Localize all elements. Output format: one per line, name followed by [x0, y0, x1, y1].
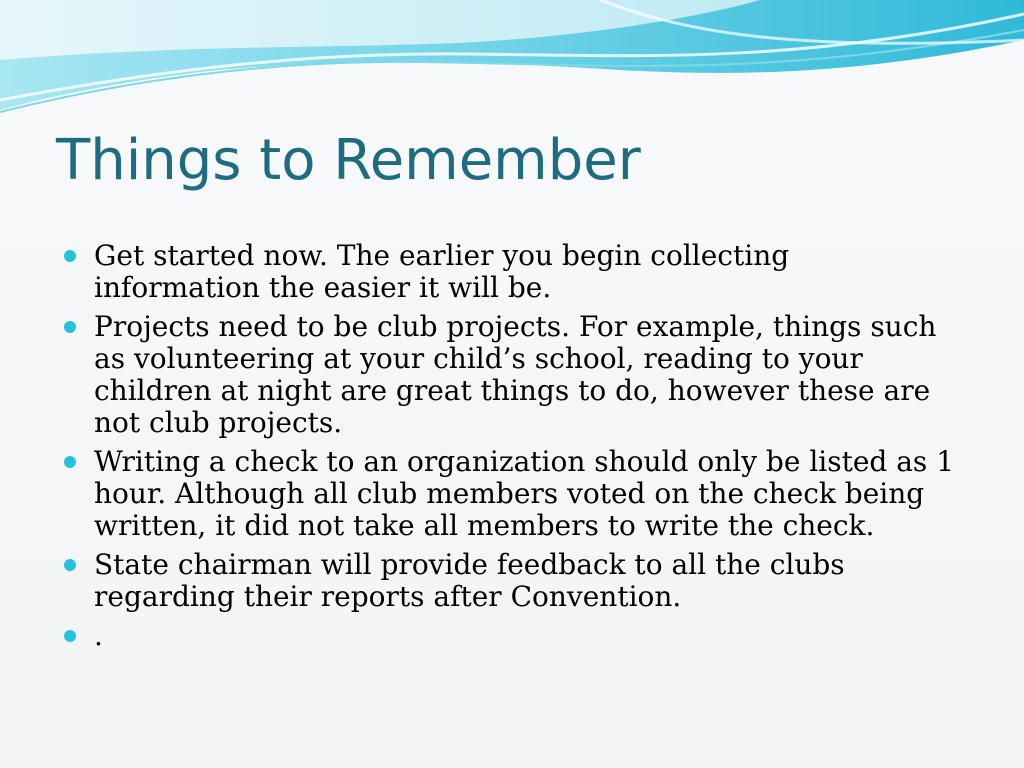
- bullet-item: [60, 446, 960, 542]
- bullet-dot-icon: [64, 630, 76, 642]
- bullet-dot-icon: [64, 250, 76, 262]
- bullet-dot-icon: [64, 559, 76, 571]
- bullet-dot-icon: [64, 321, 76, 333]
- bullet-text: State chairman will provide feedback to all the clubs regarding their reports after Convention.: [94, 548, 845, 613]
- header-wave-decoration: [0, 0, 1024, 130]
- bullet-text: .: [94, 619, 103, 652]
- bullet-item: [60, 311, 960, 439]
- bullet-text: Get started now. The earlier you begin collecting information the easier it will be.: [94, 239, 790, 304]
- slide-title: Things to Remember: [56, 128, 641, 193]
- bullet-item: [60, 549, 960, 613]
- bullet-text: Writing a check to an organization should only be listed as 1 hour. Although all club members voted on the check being written, it did not take all members to write the check.: [94, 445, 955, 542]
- bullet-text: Projects need to be club projects. For example, things such as volunteering at your child’s school, reading to your children at night are great things to do, however these are not club projects.: [94, 310, 937, 439]
- bullet-item: [60, 240, 960, 304]
- bullet-item: [60, 620, 960, 652]
- bullet-dot-icon: [64, 456, 76, 468]
- bullet-list: [60, 240, 960, 659]
